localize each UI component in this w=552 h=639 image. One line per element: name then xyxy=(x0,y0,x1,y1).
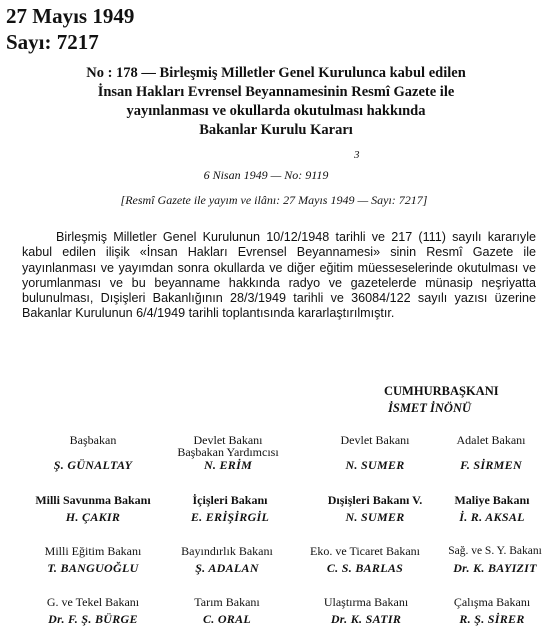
minister-name: T. BANGUOĞLU xyxy=(47,561,139,575)
minister-signature xyxy=(164,544,290,575)
minister-signature xyxy=(168,493,292,524)
minister-post: Devlet Bakanı xyxy=(193,433,263,447)
minister-signature xyxy=(310,433,440,472)
president-title: CUMHURBAŞKANI xyxy=(384,384,499,398)
minister-signature xyxy=(436,493,548,524)
body-paragraph xyxy=(22,230,536,322)
minister-post: Eko. ve Ticaret Bakanı xyxy=(310,544,420,558)
minister-signature xyxy=(304,595,428,626)
minister-post: Başbakan xyxy=(69,433,117,447)
minister-name: C. S. BARLAS xyxy=(326,561,404,575)
minister-post: Ulaştırma Bakanı xyxy=(323,595,409,609)
minister-signature xyxy=(304,493,446,524)
decree-date-number: 6 Nisan 1949 — No: 9119 xyxy=(203,168,329,182)
minister-name: Dr. F. Ş. BÜRGE xyxy=(48,612,138,626)
title-line: Bakanlar Kurulu Kararı xyxy=(199,122,353,138)
title-line: yayınlanması ve okullarda okutulması hakkında xyxy=(126,103,426,119)
minister-name: C. ORAL xyxy=(202,612,252,626)
minister-signature xyxy=(436,595,548,626)
minister-signature xyxy=(26,493,160,524)
title-line: No : 178 — Birleşmiş Milletler Genel Kurulunca kabul edilen xyxy=(86,65,466,81)
minister-post: Sağ. ve S. Y. Bakanı xyxy=(448,545,542,557)
cabinet-row xyxy=(0,493,552,537)
cabinet-row xyxy=(0,595,552,639)
minister-name: Dr. K. BAYIZIT xyxy=(453,561,537,575)
minister-signature xyxy=(33,433,153,472)
minister-signature xyxy=(292,544,438,575)
minister-post: Dışişleri Bakanı V. xyxy=(327,493,423,507)
minister-post-secondary: Başbakan Yardımcısı xyxy=(177,445,279,459)
minister-post: Maliye Bakanı xyxy=(454,493,530,507)
minister-post: Tarım Bakanı xyxy=(194,595,260,609)
minister-post: İçişleri Bakanı xyxy=(192,493,268,507)
minister-post: Milli Eğitim Bakanı xyxy=(44,544,142,558)
president-name: İSMET İNÖNÜ xyxy=(388,401,472,415)
decree-title xyxy=(20,64,532,140)
minister-post: Devlet Bakanı xyxy=(340,433,410,447)
minister-name: H. ÇAKIR xyxy=(65,510,121,524)
minister-signature xyxy=(164,595,290,626)
minister-signature xyxy=(24,595,162,626)
gazette-publication-note: [Resmî Gazete ile yayım ve ilânı: 27 Mayıs 1949 — Sayı: 7217] xyxy=(120,193,428,207)
page-number: 3 xyxy=(354,149,360,161)
minister-signature xyxy=(24,544,162,575)
minister-name: Dr. K. SATIR xyxy=(330,612,402,626)
gazette-issue-number: Sayı: 7217 xyxy=(6,30,99,54)
body-paragraph-text: Birleşmiş Milletler Genel Kurulunun 10/12/1948 tarihli ve 217 (111) sayılı kararıyle kabul edilen ilişik «İnsan Hakları Evrensel Beyannamesi» sinin Resmî Gazete ile yayınlanması ve yayımdan sonra okullarda ve diğer eğitim müesseselerinde okutulması ve yorumlanması ve bu beyanname hakkında radyo ve gazetelerde münasip neşriyatta bulunulması, Dışişleri Bakanlığının 28/3/1949 tarihli ve 36084/122 sayılı yazısı üzerine Bakanlar Kurulunun 6/4/1949 tarihli toplantısında kararlaştırılmıştır. xyxy=(22,230,536,321)
minister-name: E. ERİŞİRGİL xyxy=(190,510,270,524)
minister-post: G. ve Tekel Bakanı xyxy=(46,595,140,609)
minister-post: Çalışma Bakanı xyxy=(453,595,531,609)
minister-name: İ. R. AKSAL xyxy=(459,510,525,524)
minister-post: Milli Savunma Bakanı xyxy=(35,493,151,507)
minister-name: N. SUMER xyxy=(345,510,405,524)
decree-body xyxy=(22,230,536,322)
minister-name: F. SİRMEN xyxy=(460,458,522,472)
minister-name: Ş. ADALAN xyxy=(195,561,259,575)
president-signature xyxy=(384,383,499,417)
cabinet-row xyxy=(0,544,552,588)
gazette-date: 27 Mayıs 1949 xyxy=(6,4,135,28)
minister-name: R. Ş. SİRER xyxy=(459,612,525,626)
cabinet-row xyxy=(0,433,552,477)
minister-signature xyxy=(158,433,298,472)
minister-signature xyxy=(436,433,546,472)
minister-name: Ş. GÜNALTAY xyxy=(53,458,133,472)
minister-signature xyxy=(438,544,552,575)
minister-name: N. ERİM xyxy=(203,458,253,472)
minister-name: N. SUMER xyxy=(345,458,405,472)
minister-post: Adalet Bakanı xyxy=(456,433,526,447)
minister-post: Bayındırlık Bakanı xyxy=(181,544,273,558)
title-line: İnsan Hakları Evrensel Beyannamesinin Resmî Gazete ile xyxy=(97,84,455,100)
